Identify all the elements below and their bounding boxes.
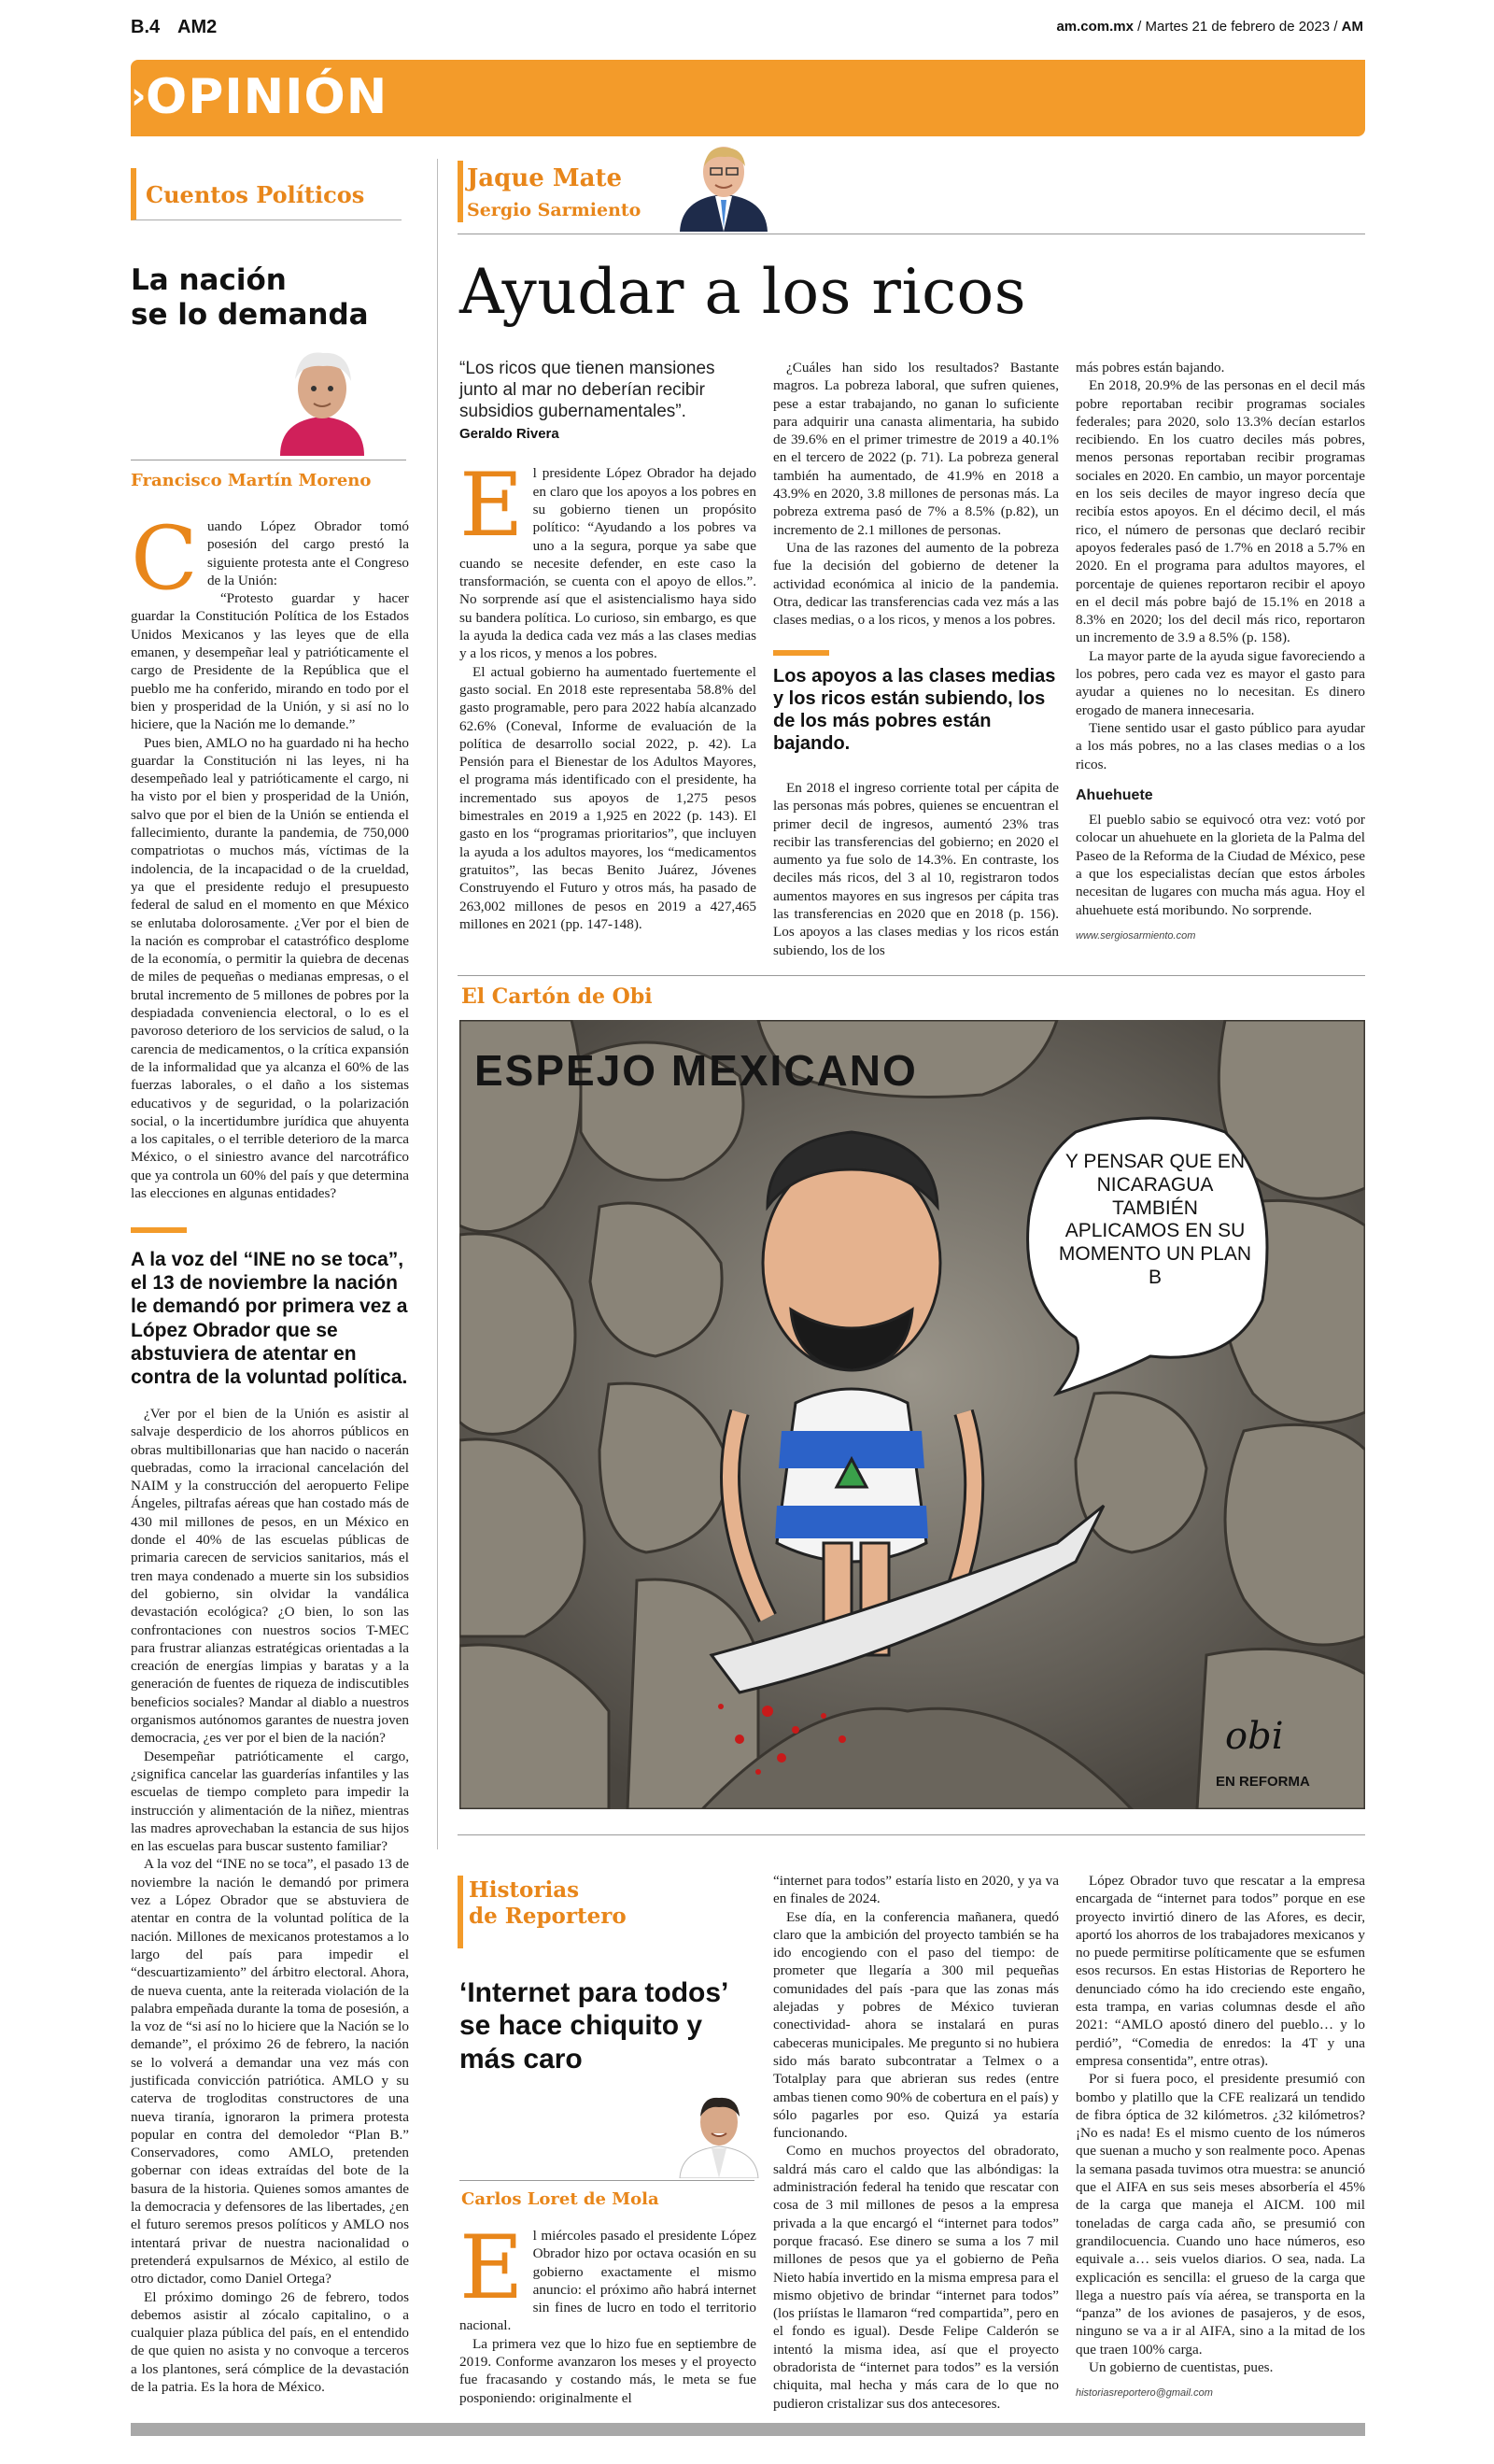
bottom-author-rule xyxy=(459,2180,754,2181)
issue-date: Martes 21 de febrero de 2023 xyxy=(1145,19,1331,35)
author-portrait-sarmiento xyxy=(669,138,779,232)
right-col-2b: En 2018 el ingreso corriente total per cápita de las personas más pobres, quienes se encuentran el primer decil de ingresos, aumentó 23% tras recibir las transferencias del gobierno; en 2020 el aumento ya fue solo de 14.3%. En contraste, los deciles más ricos, del 3 al 10, registraron todos aumentos mayores en sus ingresos per cápita tras las transferencias en 2020 que en 2018 (p. 156). Los apoyos a las clases medias y los ricos están subiendo, los de los xyxy=(773,780,1059,958)
right-pullquote: Los apoyos a las clases medias y los ricos están subiendo, los de los más pobres están bajando. xyxy=(773,666,1056,754)
right-col-3: más pobres están bajando. En 2018, 20.9% de las personas en el decil más pobre reportaban recibir programas sociales federales; para 2020, solo 13.3% decían estarlos recibiendo. En los cuatro deciles más pobres, menos personas reportaban recibir programas sociales en 2020. En cambio, un mayor porcentaje en los seis deciles de mayor ingreso decía que recibía estos apoyos. En el décimo decil, el más rico, el número de personas que declaró recibir apoyos federales pasó de 1.7% en 2018 a 5.7% en 2020. En el programa para adultos mayores, el porcentaje de quienes reportaron recibir el apoyo en el decil más pobre bajó de 15.1% en 2018 a 8.3% en 2020; los del decil más rico, reportaron un incremento de 3.9 a 8.5% (p. 158). La mayor parte de la ayuda sigue favoreciendo a los pobres, pero cada vez es mayor el gasto para ayudar a quienes no lo necesitan. Es dinero erogado de manera innecesaria. Tiene sentido usar el gasto público para ayudar a los más pobres, no a las clases medias o a los ricos. Ahuehuete El pueblo sabio se equivocó otra vez: votó por colocar un ahuehuete en la glorieta de la Palma del Paseo de la Reforma de la Ciudad de México, pese a que los especialistas decían que estos árboles necesitan de lugares con mucha más agua. Hoy el ahuehuete está moribundo. No sorprende. www.sergiosarmiento.com xyxy=(1076,360,1365,942)
column-label: Jaque Mate xyxy=(467,164,623,192)
bottom-label-bar xyxy=(458,1876,463,1948)
left-article-title: La nación se lo demanda xyxy=(131,263,369,332)
right-column-label xyxy=(458,161,463,222)
cartoon-label-bar xyxy=(458,975,1365,976)
speech-bubble: Y PENSAR QUE EN NICARAGUA TAMBIÉN APLICAMOS EN SU MOMENTO UN PLAN B xyxy=(1058,1151,1252,1288)
web-loret[interactable]: historiasreportero@gmail.com xyxy=(1076,2387,1213,2400)
section-title: OPINIÓN xyxy=(146,69,388,125)
dropcap: C xyxy=(131,508,198,610)
left-author: Francisco Martín Moreno xyxy=(131,471,372,490)
bottom-col-1: E l miércoles pasado el presidente López Obrador hizo por octava ocasión en su gobierno exactamente el mismo anuncio: el próximo año habrá internet sin fines de lucro en todo el territorio nacional. La primera vez que lo hizo fue en septiembre de 2019. Conforme avanzaron los meses y el proyecto fue fracasando y costando más, le meta se fue posponiendo: originalmente el xyxy=(459,2217,756,2406)
left-article-body-1: C uando López Obrador tomó posesión del cargo prestó la siguiente protesta ante el Congreso de la Unión: “Protesto guardar y hacer guardar la Constitución Política de los Estados Unidos Mexicanos y las leyes que de ella emanen, y desempeñar leal y patrióticamente el cargo de Presidente de la República que el pueblo me ha conferido, mirando en todo por el bien y prosperidad de la Unión, y si así no lo hiciere, que la Nación me lo demande.” Pues bien, AMLO no ha guardado ni ha hecho guardar la Constitución ni las leyes, ni ha desempeñado leal y patrióticamente el cargo, ni ha visto por el bien y prosperidad de la Unión, salvo que por el bien de la Unión se entienda el fallecimiento, durante la pandemia, de 750,000 compatriotas o muchos más, víctimas de la indolencia, de la incapacidad o de la crueldad, ya que el presidente redujo el presupuesto federal de salud en el momento en que México se enlutaba dolorosamente. ¿Ver por el bien de la nación es comprobar el catastrófico desplome de la economía, o permitir la quiebra de decenas de miles de pequeñas o medianas empresas, o el brutal incremento de 5 millones de pobres por la despiadada conveniencia electoral, o lo es el pavoroso deterioro de los servicios de salud, o la carencia de medicamentos, o la crítica expansión de la informalidad que ya alcanza el 60% de las fuerzas laborales, o el daño a los sistemas educativos y de seguridad, o la polarización social, o la incertidumbre jurídica que ahuyenta a los capitales, o el terrible deterioro de la marca México, o el siniestro avance del narcotráfico que ya controla un 60% del país y que determina las elecciones en algunas entidades? xyxy=(131,508,409,1201)
right-author: Sergio Sarmiento xyxy=(467,200,641,220)
brand: AM xyxy=(1341,19,1363,35)
header-meta: am.com.mx / Martes 21 de febrero de 2023 / AM xyxy=(1056,19,1363,35)
left-pullquote: A la voz del “INE no se toca”, el 13 de noviembre la nación le demandó por primera vez a López Obrador que se abstuviera de atentar en contra de la voluntad política. xyxy=(131,1249,408,1388)
left-article-body-2: ¿Ver por el bien de la Unión es asistir al salvaje desperdicio de los ahorros públicos en obras multibillonarias que han nacido o nacerán quebradas, como la irracional cancelación del NAIM y la construcción del aeropuerto Felipe Ángeles, piltrafas aéreas que han costado más de 430 mil millones de pesos, en un México en donde el 40% de las escuelas públicas de primaria carecen de servicios sanitarios, más el tren maya condenado a muerte sin los subsidios del gobierno, sin olvidar la vandálica devastación ecológica? ¿O bien, lo son las confrontaciones con nuestros socios T-MEC para frustrar alianzas estratégicas orientadas a la creación de energías limpias y baratas y a la generación de fuentes de riqueza de indiscutibles beneficios sociales? Mandar al diablo a nuestros organismos autónomos garantes de nuestra joven democracia, ¿es ver por el bien de la nación? Desempeñar patrióticamente el cargo, ¿significa cancelar las guarderías infantiles y las escuelas de tiempo completo para impedir la instrucción y alimentación de la niñez, mientras las madres aprovechaban la estancia de sus hijos en las escuelas para buscar sustento familiar? A la voz del “INE no se toca”, el pasado 13 de noviembre la nación le demandó por primera vez a López Obrador que se abstuviera de atentar en contra de la voluntad política de la nación. Millones de mexicanos protestamos a lo largo del país para impedir el “descuartizamiento” del árbitro electoral. Ahora, de nueva cuenta, ante la reiterada violación de la palabra empeñada durante la toma de posesión, a la voz de “si así no lo hiciere que la Nación se lo demande”, el próximo 26 de febrero, la nación se lo volverá a demandar una vez más con justificada convicción patriótica. AMLO y su caterva de trogloditas constructores de una nueva tiranía, ignoraron la primera protesta popular en contra del demoledor “Plan B.” Conservadores, como AMLO, pretenden gobernar con ideas extraídas del bote de la basura de la historia. Quienes somos amantes de la democracia y defensores de las libertades, ¿en el futuro seremos presos políticos y AMLO nos intentará privar de nuestra nacionalidad o pretenderá expulsarnos de México, al estilo de otro dictador, como Daniel Ortega? El próximo domingo 26 de febrero, todos debemos asistir al zócalo capitalino, o a cualquier plaza pública del país, en el entendido de que quien no asista y no convoque a terceros a los plantones, será cómplice de la devastación de la patria. Es la hora de México. xyxy=(131,1406,409,2396)
dropcap-right: E xyxy=(459,455,524,558)
subhead-ahuehuete: Ahuehuete xyxy=(1076,786,1153,803)
cartoon-label: El Cartón de Obi xyxy=(461,984,653,1009)
page-number: B.4 xyxy=(131,17,161,37)
bottom-col-2: “internet para todos” estaría listo en 2020, y ya va en finales de 2024. Ese día, en la conferencia mañanera, quedó claro que la ambición del proyecto también se ha ido encogiendo con el paso del tiempo: de prometer que llegaría a 300 mil pequeñas comunidades del país -para que las zonas más alejadas y pobres de México tuvieran conectividad- ahora se instalará en puras cabeceras municipales. Me pregunto si no hubiera sido más barato subcontratar a Telmex o a Totalplay para que abrieran sus redes (entre ambas tienen como 90% de cobertura en el país) y sólo pagarles por eso. Quizá ya estaría funcionando. Como en muchos proyectos del obradorato, saldrá más caro el caldo que las albóndigas: la administración federal ha tenido que rescatar con cosa de 3 mil millones de pesos a la empresa privada a la que encargó el “internet para todos” porque fracasó. Ese dinero se suma a los 7 mil millones de pesos que ya el gobierno de Peña Nieto había invertido en la misma empresa para el mismo objetivo de brindar “internet para todos” (los priístas le llamaron “red compartida”, pero en el fondo es igual). Desde Felipe Calderón se intentó la misma idea, así que el proyecto obradorista de “internet para todos” es la versión chiquita, mal hecha y más cara de lo que no pudieron cristalizar sus dos antecesores. xyxy=(773,1873,1059,2412)
column-divider xyxy=(437,159,438,1849)
page-header xyxy=(131,17,1363,41)
right-col-1: “Los ricos que tienen mansiones junto al mar no deberían recibir subsidios gubernamentales”. Geraldo Rivera E l presidente López Obrador ha dejado en claro que los apoyos a los pobres en su gobierno tienen un propósito político: “Ayudando a los pobres va uno a la segura, porque ya sabe que cuando se necesite defender, en este caso la transformación, se cuenta con el apoyo de ellos.”. No sorprende así que el asistencialismo haya sido su bandera política. Lo curioso, sin embargo, es que la ayuda la dedica cada vez más a las clases medias y a los ricos, y menos a los pobres. El actual gobierno ha aumentado fuertemente el gasto social. En 2018 este representaba 58.8% del gasto programable, pero para 2022 había alcanzado 62.6% (Coneval, Informe de evaluación de la política de desarrollo social 2022, p. 42). La Pensión para el Bienestar de los Adultos Mayores, el programa más identificado con el presidente, ha incrementado sus apoyos de 1,275 pesos bimestrales en 2019 a 1,925 en 2022 (p. 143). El gasto en los “programas prioritarios”, que incluyen la ayuda a los adultos mayores, los “medicamentos gratuitos”, las becas Benito Juárez, Jóvenes Construyendo el Futuro y otros más, ha pasado de 263,002 millones de pesos en 2019 a 427,465 millones en 2021 (pp. 147-148). xyxy=(459,359,756,932)
bottom-author: Carlos Loret de Mola xyxy=(461,2189,659,2209)
site-name: am.com.mx xyxy=(1056,19,1134,35)
footer-bar xyxy=(131,2423,1365,2436)
epigraph: “Los ricos que tienen mansiones junto al mar no deberían recibir subsidios gubernamentales”. xyxy=(459,359,715,421)
dropcap-bottom: E xyxy=(459,2217,524,2319)
section-code: AM2 xyxy=(177,17,218,37)
cartoon-image xyxy=(459,1020,1365,1809)
section-bar-chevron: › xyxy=(131,75,147,118)
cartoon-credit: EN REFORMA xyxy=(1216,1774,1310,1790)
right-article-title: Ayudar a los ricos xyxy=(459,256,1027,328)
pullquote-rule xyxy=(131,1227,187,1233)
author-portrait xyxy=(261,344,383,456)
web-sarmiento[interactable]: www.sergiosarmiento.com xyxy=(1076,929,1196,942)
cartoon-title: ESPEJO MEXICANO xyxy=(474,1046,918,1095)
bottom-label: Historias de Reportero xyxy=(469,1877,627,1929)
right-pullquote-rule xyxy=(773,650,829,656)
bottom-top-rule xyxy=(458,1834,1365,1835)
cartoon-signature: obi xyxy=(1225,1715,1284,1758)
bottom-col-3: López Obrador tuvo que rescatar a la empresa encargada de “internet para todos” porque en ese proyecto invirtió dinero de las Afores, es decir, aportó los ahorros de los trabajadores mexicanos y no puede permitirse políticamente que se esfumen esos recursos. En estas Historias de Reportero he denunciado cómo ha ido creciendo este engaño, esta trampa, en varias columnas desde el año 2021: “AMLO apostó dinero del pueblo… y lo perdió”, “Comedia de enredos: la 4T y una empresa consentida”, entre otras). Por si fuera poco, el presidente presumió con bombo y platillo que la CFE realizará un tendido de fibra óptica de 32 kilómetros. ¿32 kilómetros? ¡No es nada! Es el mismo cuento de los números que suenan a mucho y son realmente poco. Apenas la semana pasada tuvimos otra muestra: se anunció que el AIFA en sus seis meses absorbería el 45% de la carga que maneja el AICM. 100 mil toneladas de carga cada año, se presumió con grandilocuencia. Cuando uno hace números, eso equivale a… seis vuelos diarios. O sea, nada. La explicación es sencilla: el grueso de la carga que llega a nuestro país vía aérea, se transporta en la “panza” de los aviones de pasajeros, y de esos, ninguno se va a ir al AIFA, sino a la mitad de los que traen 100% carga. Un gobierno de cuentistas, pues. historiasreportero@gmail.com xyxy=(1076,1873,1365,2400)
bottom-article-title: ‘Internet para todos’ se hace chiquito y más caro xyxy=(459,1977,727,2075)
right-col-2: ¿Cuáles han sido los resultados? Bastante magros. La pobreza laboral, que sufren quienes, pese a estar trabajando, no ganan lo suficiente para adquirir una canasta alimentaria, ha subido de 39.6% en el primer trimestre de 2019 a 40.1% en el tercero de 2022 (p. 71). La pobreza general también ha aumentado, de 41.9% en 2018 a 43.9% en 2020, 3.8 millones de personas más. La pobreza extrema pasó de 7% a 8.5% (p.82), un incremento de 2.1 millones de personas. Una de las razones del aumento de la pobreza fue la decisión del gobierno de detener la actividad económica al inicio de la pandemia. Otra, dedicar las transferencias cada vez más a las clases medias, o a los ricos, y menos a los pobres. xyxy=(773,360,1059,629)
author-portrait-loret xyxy=(672,2085,766,2178)
epigraph-author: Geraldo Rivera xyxy=(459,426,559,443)
left-column-label: Cuentos Políticos xyxy=(131,168,402,220)
section-bar xyxy=(131,60,1365,136)
